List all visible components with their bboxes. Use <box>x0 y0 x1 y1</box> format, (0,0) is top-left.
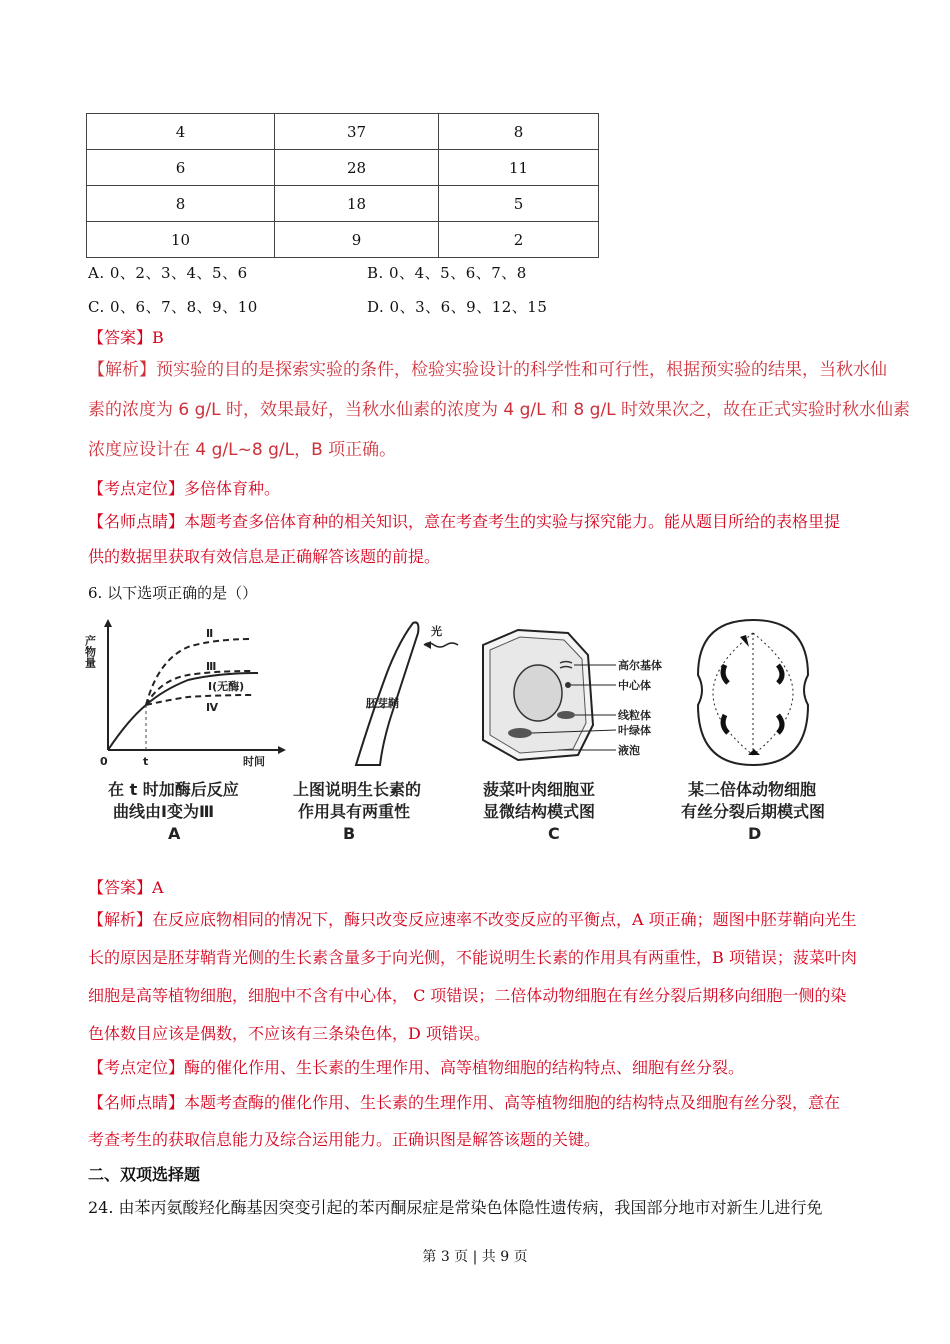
chromosome <box>778 715 782 733</box>
table-cell: 18 <box>275 186 439 222</box>
y-axis-label: 产物量 <box>83 635 97 668</box>
spindle-left <box>713 633 753 755</box>
chromosome <box>723 715 728 733</box>
x-axis-label: 时间 <box>243 755 265 768</box>
q5-analysis-line-2: 素的浓度为 6 g/L 时，效果最好，当秋水仙素的浓度为 4 g/L 和 8 g/L 时效果次之，故在正式实验时秋水仙素 <box>88 400 911 420</box>
q6-dianjing-line-1: 【名师点睛】本题考查酶的催化作用、生长素的生理作用、高等植物细胞的结构特点及细胞有丝分裂，意在 <box>88 1093 841 1112</box>
panel-c-letter: C <box>548 824 560 843</box>
mito-label: 线粒体 <box>618 709 651 722</box>
panel-a <box>84 619 287 843</box>
curve-i-label: Ⅰ(无酶) <box>208 680 245 693</box>
section-heading: 二、双项选择题 <box>88 1165 201 1184</box>
coleoptile-label: 胚芽鞘 <box>366 697 399 710</box>
panel-c-caption-1: 菠菜叶肉细胞亚 <box>483 780 596 799</box>
page-footer: 第 3 页 | 共 9 页 <box>422 1249 528 1265</box>
q6-analysis-line-2: 长的原因是胚芽鞘背光侧的生长素含量多于向光侧，不能说明生长素的作用具有两重性，B 项错误；菠菜叶肉 <box>88 948 857 967</box>
chromosome <box>723 665 728 683</box>
panel-a-letter: A <box>168 824 181 843</box>
q6-kaodian: 【考点定位】酶的催化作用、生长素的生理作用、高等植物细胞的结构特点、细胞有丝分裂。 <box>88 1058 745 1077</box>
q5-answer: 【答案】B <box>88 328 164 347</box>
table-row <box>87 114 599 150</box>
chloro-label: 叶绿体 <box>618 724 651 737</box>
table-cell: 8 <box>87 186 275 222</box>
centriole-label: 中心体 <box>618 679 651 692</box>
golgi-label: 高尔基体 <box>618 659 662 672</box>
table-cell: 4 <box>87 114 275 150</box>
q5-kaodian: 【考点定位】多倍体育种。 <box>88 479 281 498</box>
q5-dianjing-line-1: 【名师点睛】本题考查多倍体育种的相关知识，意在考查考生的实验与探究能力。能从题目所给的表格里提 <box>88 512 841 531</box>
q6-dianjing-line-2: 考查考生的获取信息能力及综合运用能力。正确识图是解答该题的关键。 <box>88 1130 601 1149</box>
table-row <box>87 186 599 222</box>
table-cell: 11 <box>439 150 599 186</box>
q6-answer: 【答案】A <box>88 878 164 897</box>
panel-c <box>483 630 662 843</box>
q6-figure <box>83 615 858 850</box>
panel-b-letter: B <box>343 824 356 843</box>
table-cell: 28 <box>275 150 439 186</box>
table-cell: 9 <box>275 222 439 258</box>
q5-analysis-line-3: 浓度应设计在 4 g/L~8 g/L，B 项正确。 <box>88 440 397 460</box>
chromosome <box>778 665 782 683</box>
curve-iv <box>146 695 253 705</box>
panel-d-caption-1: 某二倍体动物细胞 <box>688 780 817 799</box>
q6-analysis-line-1: 【解析】在反应底物相同的情况下，酶只改变反应速率不改变反应的平衡点，A 项正确；题图中胚芽鞘向光生 <box>88 910 857 929</box>
table-cell: 37 <box>275 114 439 150</box>
panel-b-caption-1: 上图说明生长素的 <box>293 780 422 799</box>
panel-b <box>293 622 458 843</box>
y-axis-arrow <box>104 619 112 627</box>
q6-stem: 6. 以下选项正确的是（） <box>88 584 258 602</box>
curve-iii-label: Ⅲ <box>206 660 217 673</box>
light-label: 光 <box>431 625 442 638</box>
panel-d <box>681 620 825 843</box>
coleoptile-shape <box>356 622 418 765</box>
q5-analysis-line-1: 【解析】预实验的目的是探索实验的条件，检验实验设计的科学性和可行性，根据预实验的结果，当秋水仙 <box>88 360 887 380</box>
origin-label: 0 <box>100 755 108 768</box>
option-c: C. 0、6、7、8、9、10 <box>88 298 258 316</box>
table-cell: 10 <box>87 222 275 258</box>
mitochondrion <box>557 711 575 719</box>
panel-a-caption-1: 在 t 时加酶后反应 <box>108 780 239 799</box>
vacuole-label: 液泡 <box>618 744 640 757</box>
table-row <box>87 150 599 186</box>
curve-ii-label: Ⅱ <box>206 627 214 640</box>
q5-dianjing-line-2: 供的数据里获取有效信息是正确解答该题的前提。 <box>88 547 441 566</box>
panel-c-caption-2: 显微结构模式图 <box>483 802 596 821</box>
q6-analysis-line-3: 细胞是高等植物细胞，细胞中不含有中心体， C 项错误；二倍体动物细胞在有丝分裂后期移向细胞一侧的染 <box>88 986 847 1005</box>
table-cell: 8 <box>439 114 599 150</box>
light-arrow <box>424 641 431 649</box>
centriole <box>565 682 571 688</box>
panel-a-caption-2: 曲线由Ⅰ变为Ⅲ <box>113 802 215 821</box>
table-cell: 6 <box>87 150 275 186</box>
option-a: A. 0、2、3、4、5、6 <box>88 264 248 282</box>
spindle-right <box>753 633 793 755</box>
curve-iv-label: Ⅳ <box>206 701 219 714</box>
t-label: t <box>143 755 149 768</box>
table-row <box>87 222 599 258</box>
data-table <box>86 113 599 258</box>
table-cell: 5 <box>439 186 599 222</box>
option-d: D. 0、3、6、9、12、15 <box>367 298 548 316</box>
x-axis-arrow <box>278 746 286 754</box>
q6-analysis-line-4: 色体数目应该是偶数，不应该有三条染色体，D 项错误。 <box>88 1024 490 1043</box>
panel-b-caption-2: 作用具有两重性 <box>298 802 411 821</box>
nucleus <box>514 665 562 721</box>
panel-d-letter: D <box>748 824 762 843</box>
chloroplast <box>508 728 532 738</box>
table-cell: 2 <box>439 222 599 258</box>
q24-stem: 24. 由苯丙氨酸羟化酶基因突变引起的苯丙酮尿症是常染色体隐性遗传病，我国部分地市对新生儿进行免 <box>88 1198 823 1217</box>
option-b: B. 0、4、5、6、7、8 <box>367 264 527 282</box>
panel-d-caption-2: 有丝分裂后期模式图 <box>681 802 826 821</box>
